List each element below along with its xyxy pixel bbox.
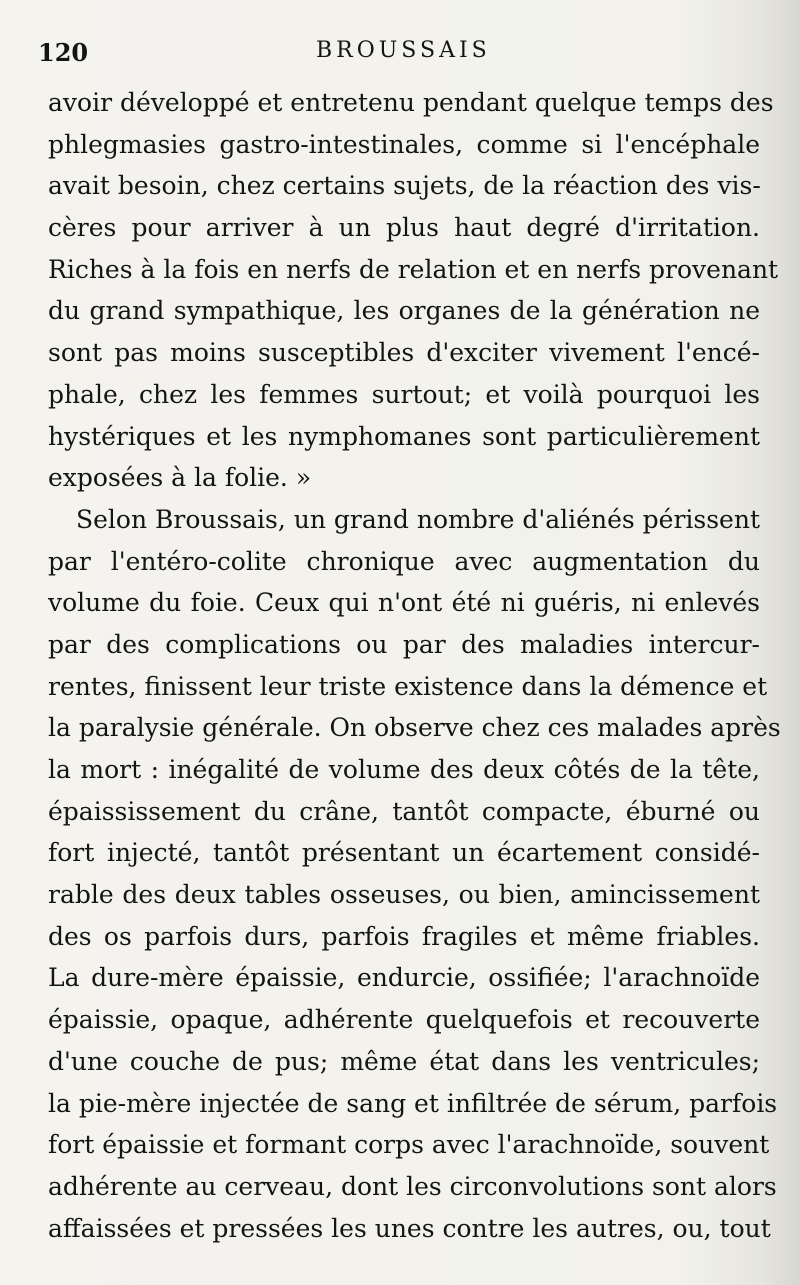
text-line: Riches à la fois en nerfs de relation et en nerfs provenant (48, 254, 779, 284)
text-line: affaissées et pressées les unes contre les autres, ou, tout (48, 1213, 771, 1243)
text-line: fort injecté, tantôt présentant un écartement considé- (48, 838, 760, 868)
text-line: des os parfois durs, parfois fragiles et même friables. (48, 921, 760, 951)
page-header (38, 38, 758, 78)
text-line: Selon Broussais, un grand nombre d'aliénés périssent (76, 504, 760, 534)
body-text (48, 82, 781, 1249)
text-line: exposées à la folie. » (48, 463, 312, 493)
running-head: BROUSSAIS (316, 38, 491, 63)
text-line: adhérente au cerveau, dont les circonvolutions sont alors (48, 1171, 777, 1201)
text-line: par des complications ou par des maladies intercur- (48, 629, 760, 659)
text-line: rable des deux tables osseuses, ou bien, amincissement (48, 880, 760, 910)
text-line: avoir développé et entretenu pendant quelque temps des (48, 88, 774, 117)
text-line: la pie-mère injectée de sang et infiltrée de sérum, parfois (48, 1088, 778, 1118)
text-line: du grand sympathique, les organes de la génération ne (48, 296, 760, 326)
page-number: 120 (38, 38, 89, 67)
text-line: rentes, finissent leur triste existence dans la démence et (48, 671, 768, 701)
text-line: sont pas moins susceptibles d'exciter vivement l'encé- (48, 338, 760, 368)
text-line: avait besoin, chez certains sujets, de la réaction des vis- (48, 171, 761, 201)
text-line: cères pour arriver à un plus haut degré d'irritation. (48, 213, 760, 243)
text-line: phale, chez les femmes surtout; et voilà pourquoi les (48, 379, 760, 409)
text-line: épaissie, opaque, adhérente quelquefois et recouverte (48, 1005, 760, 1035)
text-line: La dure-mère épaissie, endurcie, ossifiée; l'arachnoïde (48, 963, 760, 993)
text-line: d'une couche de pus; même état dans les ventricules; (48, 1046, 760, 1076)
text-line: par l'entéro-colite chronique avec augmentation du (48, 546, 760, 576)
text-line: la paralysie générale. On observe chez ces malades après (48, 713, 781, 743)
text-line: la mort : inégalité de volume des deux côtés de la tête, (48, 755, 760, 784)
text-line: fort épaissie et formant corps avec l'arachnoïde, souvent (48, 1130, 770, 1160)
text-line: épaississement du crâne, tantôt compacte, éburné ou (48, 796, 760, 826)
text-line: phlegmasies gastro-intestinales, comme si l'encéphale (48, 129, 760, 159)
text-line: volume du foie. Ceux qui n'ont été ni guéris, ni enlevés (48, 588, 760, 618)
text-line: hystériques et les nymphomanes sont particulièrement (48, 421, 760, 451)
